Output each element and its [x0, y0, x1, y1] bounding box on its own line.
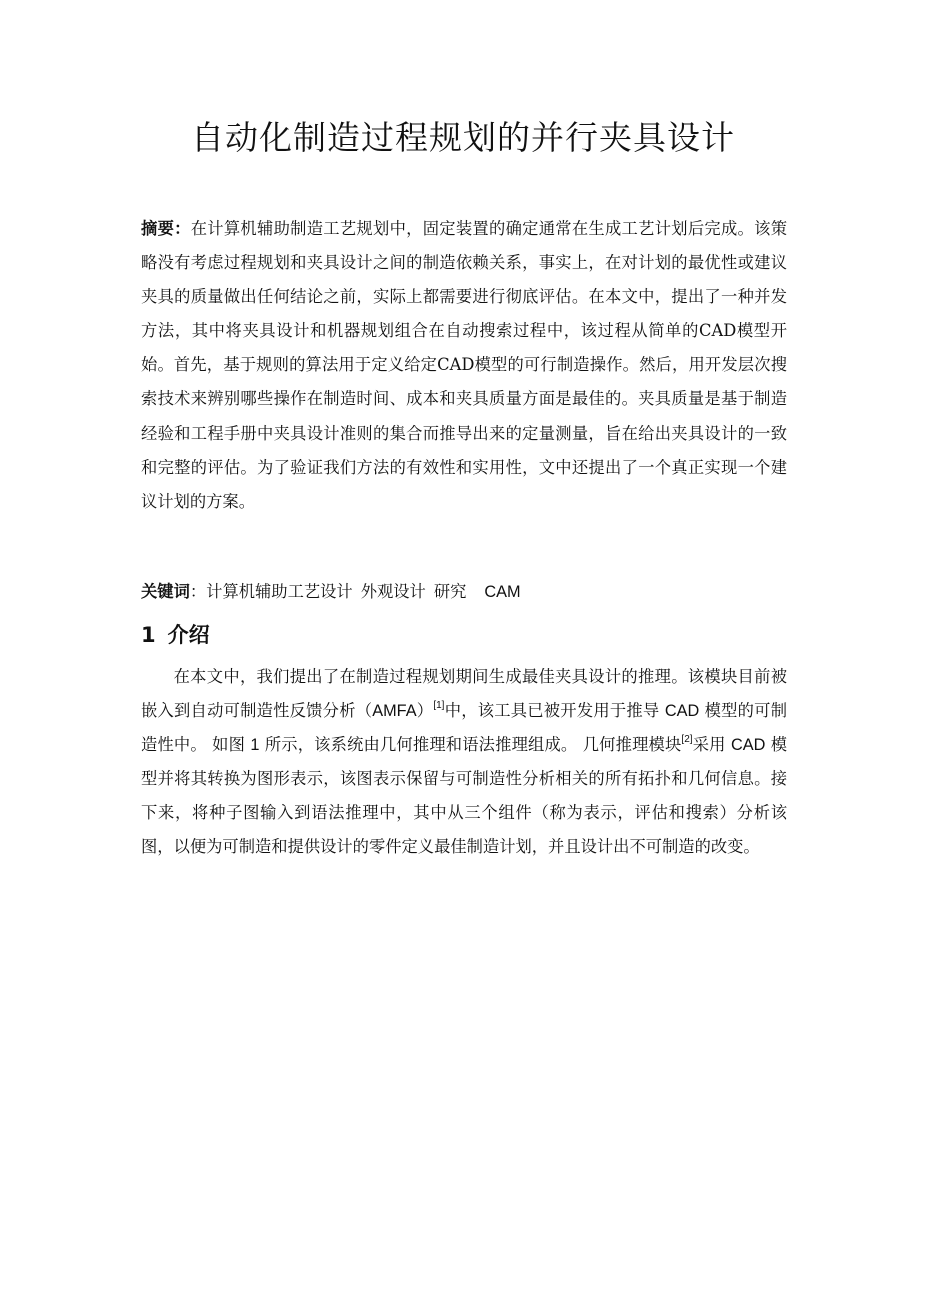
intro-text: ） — [416, 701, 434, 721]
intro-text: 中，该工具已被开发用于推导 — [444, 701, 665, 721]
intro-paragraph — [141, 660, 787, 865]
abstract-label: 摘要： — [141, 219, 191, 238]
section-number: 1 — [141, 623, 156, 647]
keywords-line — [141, 577, 787, 607]
section-title: 介绍 — [167, 623, 210, 647]
section-heading — [141, 617, 210, 653]
citation-ref: [2] — [681, 733, 693, 745]
intro-text: 所示，该系统由几何推理和语法推理组成。 几何推理模块 — [259, 735, 682, 755]
citation-ref: [1] — [433, 699, 445, 711]
keywords-colon: ： — [189, 582, 207, 601]
cad-term: CAD — [664, 702, 700, 721]
intro-text: 在本文中，我们提出了在制造过程规划期间生成最佳夹具设计的推理。该模块目前被嵌入到自动可制造性反馈分析（ — [141, 667, 787, 721]
keyword-item: 研究 — [433, 582, 467, 601]
cad-term: CAD — [730, 736, 766, 755]
intro-text: 采用 — [692, 735, 731, 755]
abstract-text: 在计算机辅助制造工艺规划中，固定装置的确定通常在生成工艺计划后完成。该策略没有考虑过程规划和夹具设计之间的制造依赖关系，事实上，在对计划的最优性或建议夹具的质量做出任何结论之前，实际上都需要进行彻底评估。在本文中，提出了一种并发方法，其中将夹具设计和机器规划组合在自动搜索过程中，该过程从简单的CAD模型开始。首先，基于规则的算法用于定义给定CAD模型的可行制造操作。然后，用开发层次搜索技术来辨别哪些操作在制造时间、成本和夹具质量方面是最佳的。夹具质量是基于制造经验和工程手册中夹具设计准则的集合而推导出来的定量测量，旨在给出夹具设计的一致和完整的评估。为了验证我们方法的有效性和实用性，文中还提出了一个真正实现一个建议计划的方案。 — [141, 219, 787, 511]
keyword-item: 外观设计 — [360, 582, 426, 601]
figure-ref: 1 — [250, 736, 260, 755]
keyword-item: 计算机辅助工艺设计 — [206, 582, 353, 601]
abstract-paragraph — [141, 212, 787, 519]
keywords-label: 关键词 — [141, 582, 190, 601]
intro-text: 模型的可制造性中。 如图 — [141, 701, 787, 755]
document-title: 自动化制造过程规划的并行夹具设计 — [191, 118, 735, 157]
keyword-item: CAM — [484, 583, 521, 601]
amfa-term: AMFA — [372, 702, 417, 721]
intro-text: 模型并将其转换为图形表示，该图表示保留与可制造性分析相关的所有拓扑和几何信息。接下来，将种子图输入到语法推理中，其中从三个组件（称为表示，评估和搜索）分析该图，以便为可制造和提供设计的零件定义最佳制造计划，并且设计出不可制造的改变。 — [141, 735, 787, 857]
